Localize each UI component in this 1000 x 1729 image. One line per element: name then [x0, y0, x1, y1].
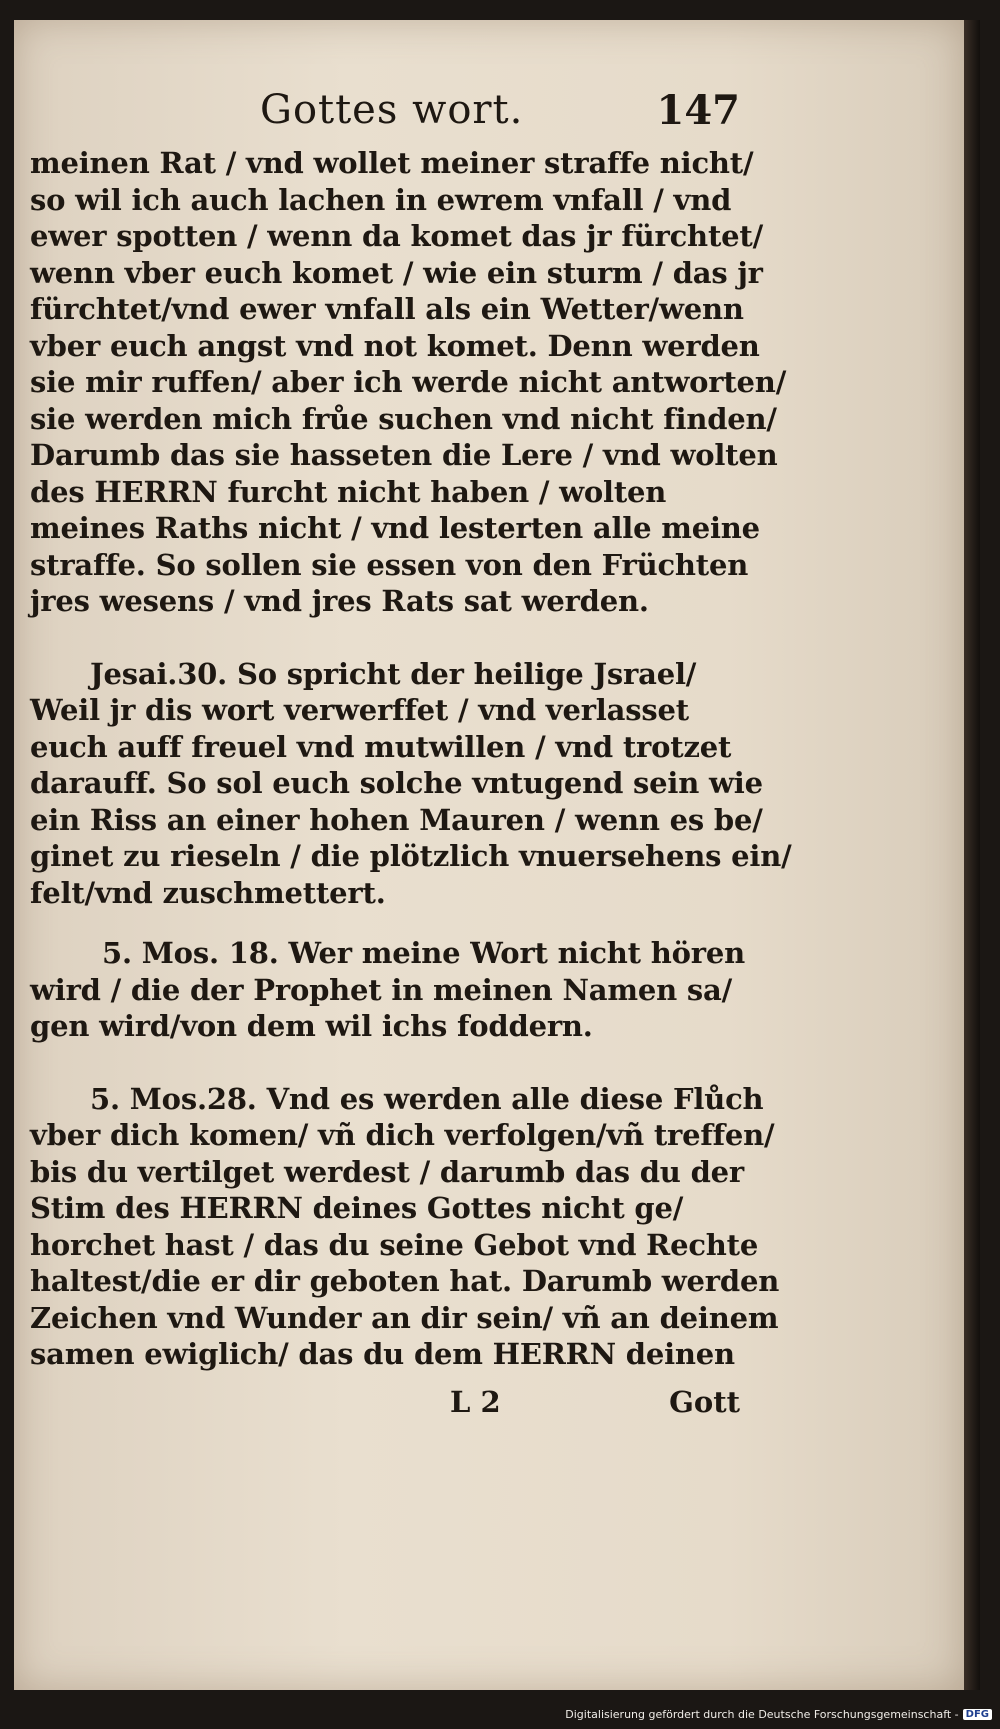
text-line: euch auff freuel vnd mutwillen / vnd trotzet [30, 729, 732, 764]
text-line: Weil jr dis wort verwerffet / vnd verlasset [30, 693, 689, 727]
text-line: bis du vertilget werdest / darumb das du der [30, 1154, 744, 1189]
text-line: 5. Mos.28. Vnd es werden alle diese Flůch [90, 1081, 764, 1116]
text-line: gen wird/von dem wil ichs foddern. [30, 1009, 593, 1043]
running-head-title: Gottes wort. [260, 87, 524, 133]
paragraph-1 [30, 145, 787, 620]
text-line: Stim des HERRN deines Gottes nicht ge/ [30, 1191, 684, 1225]
book-binding-edge [964, 20, 980, 1690]
text-line: horchet hast / das du seine Gebot vnd Rechte [30, 1227, 759, 1262]
text-line: des HERRN furcht nicht haben / wolten [30, 474, 667, 509]
text-line: wenn vber euch komet / wie ein sturm / das jr [30, 255, 763, 290]
page-number: 147 [656, 87, 740, 134]
text-line: vber euch angst vnd not komet. Denn werden [30, 328, 760, 363]
text-line: felt/vnd zuschmettert. [30, 875, 386, 910]
text-line: wird / die der Prophet in meinen Namen sa/ [30, 972, 732, 1007]
page-text-block [30, 75, 792, 1427]
text-line: straffe. So sollen sie essen von den Früchten [30, 547, 749, 582]
paragraph-4 [30, 1081, 780, 1373]
text-line: jres wesens / vnd jres Rats sat werden. [30, 584, 649, 618]
catchword: Gott [669, 1384, 740, 1419]
text-line: ein Riss an einer hohen Mauren / wenn es be/ [30, 802, 763, 837]
text-line: 5. Mos. 18. Wer meine Wort nicht hören [102, 936, 745, 970]
text-line: sie mir ruffen/ aber ich werde nicht antworten/ [30, 365, 787, 399]
text-line: haltest/die er dir geboten hat. Darumb werden [30, 1264, 780, 1298]
text-line: sie werden mich frůe suchen vnd nicht finden/ [30, 401, 777, 436]
text-line: Zeichen vnd Wunder an dir sein/ vñ an deinem [30, 1300, 779, 1335]
text-line: samen ewiglich/ das du dem HERRN deinen [30, 1337, 735, 1371]
credit-text: Digitalisierung gefördert durch die Deutsche Forschungsgemeinschaft - [565, 1708, 959, 1721]
text-line: ginet zu rieseln / die plötzlich vnuersehens ein/ [30, 839, 792, 873]
digitization-credit [565, 1708, 992, 1721]
paragraph-2 [30, 656, 792, 912]
text-line: Jesai.30. So spricht der heilige Jsrael/ [90, 656, 697, 691]
text-line: ewer spotten / wenn da komet das jr fürchtet/ [30, 219, 763, 253]
text-line: so wil ich auch lachen in ewrem vnfall / vnd [30, 182, 732, 217]
text-line: meines Raths nicht / vnd lesterten alle meine [30, 511, 760, 545]
signature-mark: L 2 [450, 1384, 501, 1419]
dfg-logo: DFG [963, 1709, 992, 1720]
text-line: Darumb das sie hasseten die Lere / vnd wolten [30, 438, 778, 472]
text-line: vber dich komen/ vñ dich verfolgen/vñ treffen/ [30, 1118, 775, 1152]
text-line: meinen Rat / vnd wollet meiner straffe nicht/ [30, 146, 754, 180]
footer-catchline [30, 1385, 740, 1427]
running-head [30, 75, 740, 145]
text-line: darauff. So sol euch solche vntugend sein wie [30, 766, 763, 800]
paragraph-3 [30, 935, 745, 1045]
text-line: fürchtet/vnd ewer vnfall als ein Wetter/wenn [30, 292, 744, 326]
